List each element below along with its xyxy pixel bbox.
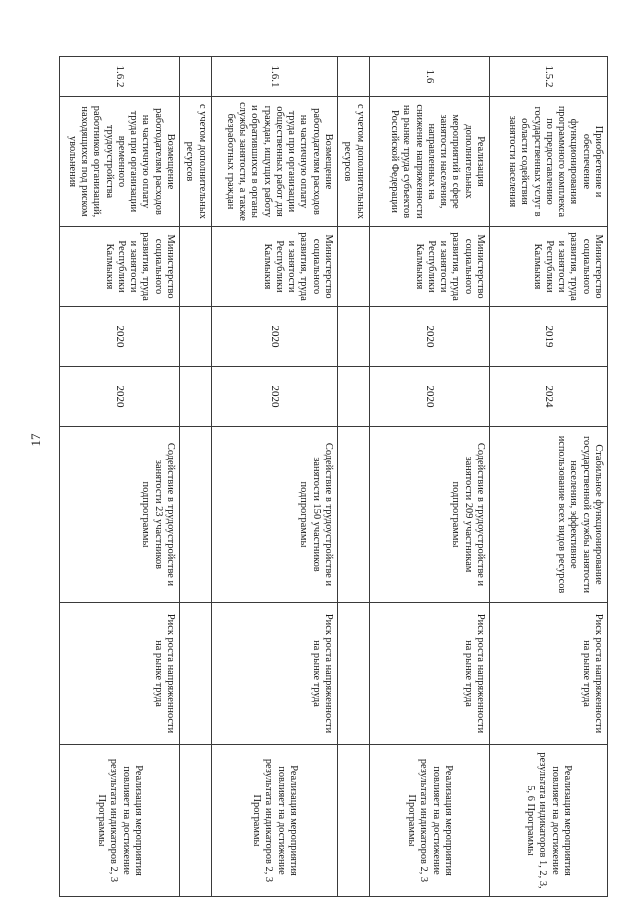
risk: Риск роста напряженности на рынке труда — [60, 603, 180, 745]
expected-result: Содействие в трудоустройстве и занятости 150 участников подпрограммы — [212, 427, 338, 603]
measures-table — [59, 56, 608, 897]
indicator-link: Реализация мероприятия повлияет на достижение результата индикаторов 1, 2, 3, 5, 6 Программы — [490, 745, 608, 897]
end-year: 2024 — [490, 367, 608, 427]
start-year: 2020 — [212, 307, 338, 367]
table-row — [180, 57, 212, 897]
executor: Министерство социального развития, труда и занятости Республики Калмыкия — [370, 227, 490, 307]
end-year: 2020 — [212, 367, 338, 427]
start-year: 2020 — [370, 307, 490, 367]
expected-result — [338, 427, 370, 603]
table-row — [338, 57, 370, 897]
end-year: 2020 — [60, 367, 180, 427]
measure-name: с учетом дополнительных ресурсов — [338, 97, 370, 227]
indicator-link — [338, 745, 370, 897]
table-row — [370, 57, 490, 897]
table-row — [212, 57, 338, 897]
row-number: 1.6.2 — [60, 57, 180, 97]
risk: Риск роста напряженности на рынке труда — [370, 603, 490, 745]
indicator-link: Реализация мероприятия повлияет на достижение результата индикаторов 2, 3 Программы — [60, 745, 180, 897]
row-number: 1.6 — [370, 57, 490, 97]
measure-name: с учетом дополнительных ресурсов — [180, 97, 212, 227]
executor — [180, 227, 212, 307]
executor: Министерство социального развития, труда и занятости Республики Калмыкия — [60, 227, 180, 307]
row-number — [180, 57, 212, 97]
end-year — [338, 367, 370, 427]
executor: Министерство социального развития, труда и занятости Республики Калмыкия — [212, 227, 338, 307]
indicator-link — [180, 745, 212, 897]
row-number — [338, 57, 370, 97]
start-year: 2020 — [60, 307, 180, 367]
expected-result — [180, 427, 212, 603]
risk: Риск роста напряженности на рынке труда — [490, 603, 608, 745]
expected-result: Содействие в трудоустройстве и занятости 209 участникам подпрограммы — [370, 427, 490, 603]
risk — [338, 603, 370, 745]
start-year: 2019 — [490, 307, 608, 367]
end-year: 2020 — [370, 367, 490, 427]
measure-name: Приобретение и обеспечение функционирования программного комплекса по предоставлению государственных услуг в области содействия занятости населения — [490, 97, 608, 227]
executor: Министерство социального развития, труда и занятости Республики Калмыкия — [490, 227, 608, 307]
measure-name: Возмещение работодателям расходов на частичную оплату труда при организации общественных работ для граждан, ищущих работу и обратившихся в органы службы занятости, а также безработных граждан — [212, 97, 338, 227]
start-year — [338, 307, 370, 367]
measure-name: Реализация дополнительных мероприятий в сфере занятости населения, направленных на снижение напряженности на рынке труда субъектов Российской Федерации — [370, 97, 490, 227]
expected-result: Содействие в трудоустройстве и занятости 23 участников подпрограммы — [60, 427, 180, 603]
indicator-link: Реализация мероприятия повлияет на достижение результата индикаторов 2, 3 Программы — [212, 745, 338, 897]
row-number: 1.5.2 — [490, 57, 608, 97]
risk: Риск роста напряженности на рынке труда — [212, 603, 338, 745]
expected-result: Стабильное функционирование государственной службы занятости населения, эффективное использование всех видов ресурсов — [490, 427, 608, 603]
page-number: 17 — [28, 433, 43, 447]
indicator-link: Реализация мероприятия повлияет на достижение результата индикаторов 2, 3 Программы — [370, 745, 490, 897]
end-year — [180, 367, 212, 427]
table-row — [490, 57, 608, 897]
start-year — [180, 307, 212, 367]
table-row — [60, 57, 180, 897]
row-number: 1.6.1 — [212, 57, 338, 97]
rotated-table-container — [60, 56, 608, 896]
measure-name: Возмещение работодателям расходов на частичную оплату труда при организации временного трудоустройства работников организаций, находящихся под риском увольнения — [60, 97, 180, 227]
executor — [338, 227, 370, 307]
risk — [180, 603, 212, 745]
